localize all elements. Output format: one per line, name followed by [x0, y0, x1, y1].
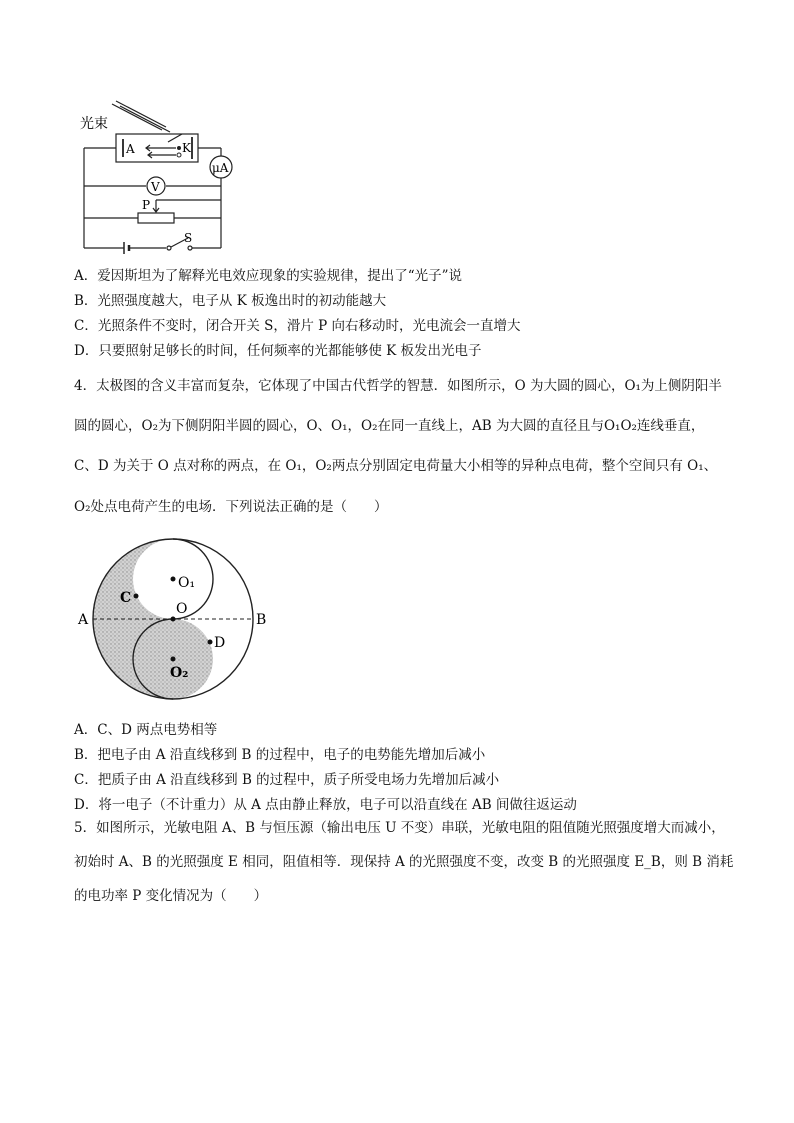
- q3-option-b: B．光照强度越大，电子从 K 板逸出时的初动能越大: [74, 293, 387, 309]
- point-c-label: C: [120, 590, 132, 606]
- q4-line-1: 4．太极图的含义丰富而复杂，它体现了中国古代哲学的智慧．如图所示，O 为大圆的圆心，O₁为上侧阴阳半: [74, 378, 722, 394]
- point-a-label: A: [78, 612, 89, 628]
- q5-line-3: 的电功率 P 变化情况为（ ）: [74, 888, 268, 904]
- q5-line-2: 初始时 A、B 的光照强度 E 相同，阻值相等．现保持 A 的光照强度不变，改变 B 的光照强度 E_B，则 B 消耗: [74, 854, 734, 870]
- q3-option-d: D．只要照射足够长的时间，任何频率的光都能够使 K 板发出光电子: [74, 343, 482, 359]
- q4-option-c: C．把质子由 A 沿直线移到 B 的过程中，质子所受电场力先增加后减小: [74, 772, 500, 788]
- slider-label: P: [142, 198, 151, 212]
- q4-line-4: O₂处点电荷产生的电场．下列说法正确的是（ ）: [74, 499, 388, 515]
- q4-line-2: 圆的圆心，O₂为下侧阴阳半圆的圆心，O、O₁，O₂在同一直线上，AB 为大圆的直径且与O₁O₂连线垂直，: [74, 418, 705, 434]
- point-o-label: O: [176, 601, 188, 617]
- point-d-label: D: [214, 635, 226, 651]
- q3-option-a: A．爱因斯坦为了解释光电效应现象的实验规律，提出了“光子”说: [74, 268, 463, 284]
- microammeter-label: μA: [212, 161, 229, 175]
- point-b-label: B: [256, 612, 267, 628]
- voltmeter-label: V: [151, 180, 160, 194]
- beam-label: 光束: [80, 116, 108, 132]
- q4-option-d: D．将一电子（不计重力）从 A 点由静止释放，电子可以沿直线在 AB 间做往返运动: [74, 797, 577, 813]
- taiji-figure: [70, 535, 280, 710]
- anode-label: A: [126, 142, 135, 156]
- point-o2-label: O₂: [170, 665, 189, 681]
- q4-option-b: B．把电子由 A 沿直线移到 B 的过程中，电子的电势能先增加后减小: [74, 747, 486, 763]
- q3-option-c: C．光照条件不变时，闭合开关 S，滑片 P 向右移动时，光电流会一直增大: [74, 318, 521, 334]
- q5-line-1: 5．如图所示，光敏电阻 A、B 与恒压源（输出电压 U 不变）串联，光敏电阻的阻值随光照强度增大而减小，: [74, 820, 725, 836]
- switch-label: S: [184, 231, 193, 245]
- q4-line-3: C、D 为关于 O 点对称的两点，在 O₁，O₂两点分别固定电荷量大小相等的异种点电荷，整个空间只有 O₁、: [74, 458, 718, 474]
- q4-option-a: A．C、D 两点电势相等: [74, 722, 218, 738]
- cathode-label: K: [182, 141, 191, 155]
- photoelectric-circuit-figure: [76, 100, 246, 260]
- point-o1-label: O₁: [178, 575, 196, 591]
